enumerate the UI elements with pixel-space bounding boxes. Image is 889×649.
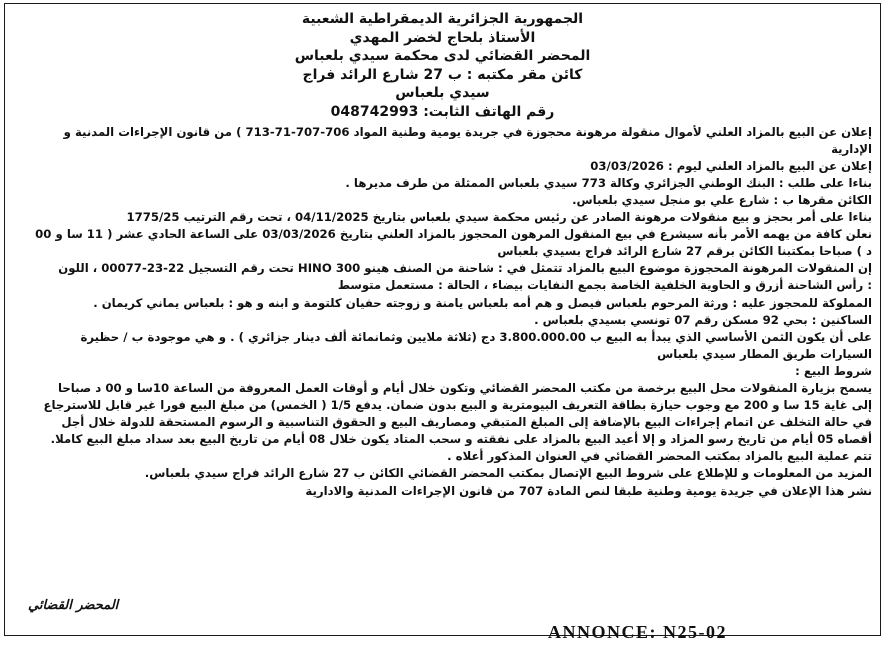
body-line: نعلن كافة من يهمه الأمر بأنه سيشرع في بيع المنقول المرهون المحجوز بالمزاد العلني بتاريخ 03/03/2026 على الساعة الحادي عشر ( 11 سا و 00 [35, 227, 872, 242]
body-line: د ) صباحا بمكتبنا الكائن برقم 27 شارع الرائد فراج بسيدي بلعباس [497, 244, 872, 259]
header-line-city: سيدي بلعباس [395, 85, 490, 102]
body-line: أقصاه 05 أيام من تاريخ رسو المزاد و إلا أعيد البيع بالمزاد على نفقته و سحب المتاد يكون خلال 08 أيام من تاريخ البيع بعد سداد مبلغ البيع كاملا. [50, 432, 872, 447]
body-line: في حالة التخلف عن اتمام إجراءات البيع بالإضافة إلى المبلغ المتبقي ومصاريف البيع و الحقوق التناسبية و الرسوم المستحقة للدولة خلال أجل [61, 415, 872, 430]
body-line: الساكنين : بحي 92 مسكن رقم 07 تونسي بسيدي بلعباس . [534, 312, 872, 327]
body-line: إعلان عن البيع بالمزاد العلني لأموال منقولة مرهونة محجوزة في جريدة يومية وطنية المواد 706-707-71-713 ) من قانون الإجراءات المدنية و [63, 124, 872, 139]
annonce-number: ANNONCE: N25-02 [548, 622, 727, 642]
body-line: السيارات طريق المطار سيدي بلعباس [657, 346, 872, 361]
body-line: يسمح بزيارة المنقولات محل البيع برخصة من مكتب المحضر القضائي وتكون خلال أيام و أوقات العمل المعروفة من الساعة 10سا و 00 د صباحا [57, 380, 872, 395]
body-line: بناءا على أمر بحجز و بيع منقولات مرهونة الصادر عن رئيس محكمة سيدي بلعباس بتاريخ 04/11/2025 ، تحت رقم الترتيب 1775/25 [126, 210, 872, 225]
header-line-phone: رقم الهاتف الثابت: 048742993 [330, 103, 555, 120]
body-line: شروط البيع : [795, 363, 872, 378]
body-line: تتم عملية البيع بالمزاد بمكتب المحضر القضائي في العنوان المذكور أعلاه . [447, 449, 872, 464]
body-line: المملوكة للمحجوز عليه : ورثة المرحوم بلعباس فيصل و هم أمه بلعباس يامنة و زوجته حفيان كلتومة و ابنه و هو : بلعباس يماني كريمان . [93, 295, 872, 310]
body-line: : رأس الشاحنة أزرق و الحاوية الخلفية الخاصة بجمع النفايات بيضاء ، الحالة : مستعمل متوسط [337, 278, 872, 293]
body-line: المزيد من المعلومات و للإطلاع على شروط البيع الإتصال بمكتب المحضر القضائي الكائن ب 27 شارع الرائد فراج سيدي بلعباس. [144, 466, 872, 481]
header-line-court: المحضر القضائي لدى محكمة سيدي بلعباس [294, 48, 591, 65]
header-line-bailiff-name: الأستاذ بلحاج لخضر المهدي [349, 29, 536, 46]
body-line: الإدارية [831, 141, 872, 156]
notice-header [5, 4, 880, 122]
auction-notice [4, 3, 881, 636]
body-line: على أن يكون الثمن الأساسي الذي يبدأ به البيع ب 3.800.000.00 دج (ثلاثة ملايين وثمانمائة ألف دينار جزائري ) . و هي موجودة ب / حظيرة [80, 329, 872, 344]
notice-body [5, 122, 880, 500]
body-line: بناءا على طلب : البنك الوطني الجزائري وكالة 773 سيدي بلعباس الممثلة من طرف مديرها . [345, 175, 872, 190]
body-line: الكائن مقرها ب : شارع علي بو منجل سيدي بلعباس. [572, 192, 872, 207]
header-line-republic: الجمهورية الجزائرية الديمقراطية الشعبية [301, 11, 584, 27]
header-line-office-address: كائن مقر مكتبه : ب 27 شارع الرائد فراج [302, 66, 583, 83]
body-line: إعلان عن البيع بالمزاد العلني ليوم : 03/03/2026 [590, 158, 872, 173]
bailiff-signature: المحضر القضائي [28, 598, 119, 613]
body-line: نشر هذا الإعلان في جريدة يومية وطنية طبقا لنص المادة 707 من قانون الإجراءات المدنية والادارية [305, 483, 872, 498]
body-line: إن المنقولات المرهونة المحجوزة موضوع البيع بالمزاد تتمثل في : شاحنة من الصنف هينو HINO 300 تحت رقم التسجيل 22-23-00077 ، اللون [58, 261, 872, 276]
body-line: إلى غاية 15 سا و 200 مع وجوب حيازة بطاقة التعريف البيومترية و البيع بدون ضمان. يدفع 1/5 ( الخمس) من مبلغ البيع فورا غير قابل للاسترجاع [43, 398, 872, 413]
